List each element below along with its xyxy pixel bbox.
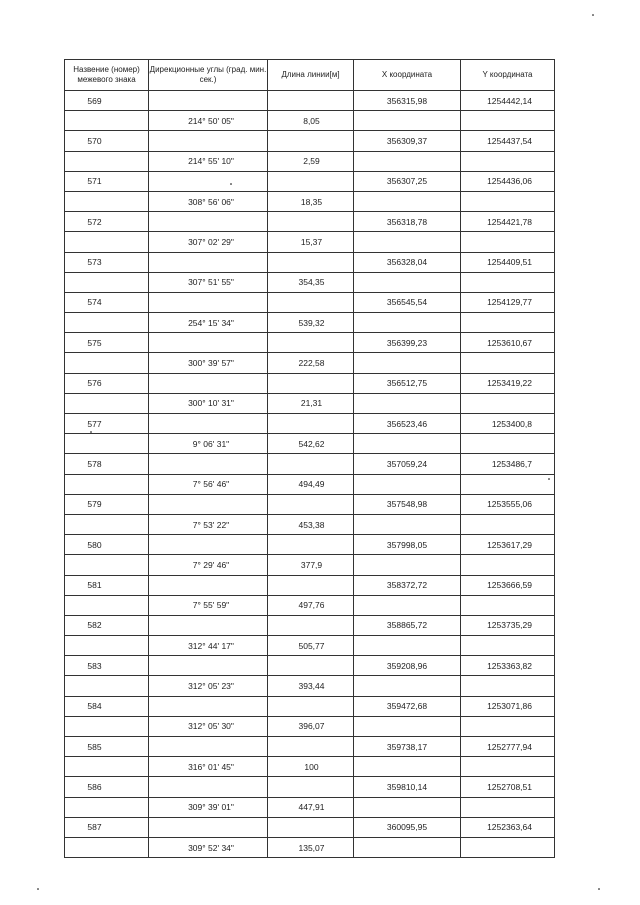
line-length-cell	[268, 292, 354, 312]
mark-number-cell: 574	[65, 292, 149, 312]
line-length-cell: 539,32	[268, 313, 354, 333]
mark-number-cell	[65, 434, 149, 454]
table-row	[65, 151, 555, 171]
line-length-cell: 21,31	[268, 393, 354, 413]
y-coordinate-cell: 1253400,8	[461, 414, 555, 434]
header-x-coordinate: X координата	[354, 60, 461, 91]
x-coordinate-cell: 357548,98	[354, 494, 461, 514]
x-coordinate-cell	[354, 837, 461, 857]
table-row	[65, 514, 555, 534]
x-coordinate-cell: 359738,17	[354, 737, 461, 757]
line-length-cell: 505,77	[268, 636, 354, 656]
scan-speck	[230, 183, 232, 185]
x-coordinate-cell	[354, 353, 461, 373]
line-length-cell	[268, 454, 354, 474]
mark-number-cell: 571	[65, 171, 149, 191]
table-row	[65, 555, 555, 575]
mark-number-cell	[65, 716, 149, 736]
y-coordinate-cell	[461, 757, 555, 777]
line-length-cell: 447,91	[268, 797, 354, 817]
y-coordinate-cell: 1253666,59	[461, 575, 555, 595]
table-row	[65, 656, 555, 676]
line-length-cell: 100	[268, 757, 354, 777]
mark-number-cell: 570	[65, 131, 149, 151]
x-coordinate-cell	[354, 191, 461, 211]
direction-angle-cell: 312° 44' 17"	[149, 636, 268, 656]
x-coordinate-cell: 356318,78	[354, 212, 461, 232]
y-coordinate-cell: 1253486,7	[461, 454, 555, 474]
direction-angle-cell	[149, 171, 268, 191]
table-row	[65, 353, 555, 373]
mark-number-cell: 582	[65, 615, 149, 635]
line-length-cell	[268, 252, 354, 272]
direction-angle-cell: 7° 55' 59"	[149, 595, 268, 615]
y-coordinate-cell	[461, 313, 555, 333]
mark-number-cell	[65, 393, 149, 413]
mark-number-cell: 586	[65, 777, 149, 797]
table-row	[65, 434, 555, 454]
line-length-cell	[268, 575, 354, 595]
direction-angle-cell	[149, 333, 268, 353]
direction-angle-cell	[149, 212, 268, 232]
x-coordinate-cell	[354, 716, 461, 736]
table-row	[65, 393, 555, 413]
line-length-cell	[268, 777, 354, 797]
mark-number-cell: 581	[65, 575, 149, 595]
line-length-cell: 354,35	[268, 272, 354, 292]
y-coordinate-cell	[461, 595, 555, 615]
direction-angle-cell: 214° 55' 10"	[149, 151, 268, 171]
table-row	[65, 837, 555, 857]
direction-angle-cell: 312° 05' 23"	[149, 676, 268, 696]
boundary-coordinates-table	[64, 59, 555, 858]
direction-angle-cell	[149, 737, 268, 757]
table-row	[65, 212, 555, 232]
x-coordinate-cell: 356399,23	[354, 333, 461, 353]
line-length-cell	[268, 817, 354, 837]
scan-speck	[37, 888, 39, 890]
table-row	[65, 292, 555, 312]
y-coordinate-cell: 1254421,78	[461, 212, 555, 232]
line-length-cell	[268, 333, 354, 353]
y-coordinate-cell: 1253735,29	[461, 615, 555, 635]
direction-angle-cell	[149, 615, 268, 635]
mark-number-cell	[65, 797, 149, 817]
scan-speck	[592, 14, 594, 16]
mark-number-cell	[65, 111, 149, 131]
direction-angle-cell	[149, 373, 268, 393]
x-coordinate-cell	[354, 636, 461, 656]
mark-number-cell	[65, 514, 149, 534]
y-coordinate-cell	[461, 676, 555, 696]
header-y-coordinate: Y координата	[461, 60, 555, 91]
mark-number-cell: 587	[65, 817, 149, 837]
mark-number-cell	[65, 191, 149, 211]
line-length-cell: 18,35	[268, 191, 354, 211]
y-coordinate-cell	[461, 797, 555, 817]
line-length-cell	[268, 535, 354, 555]
direction-angle-cell	[149, 656, 268, 676]
boundary-coordinates-table-container	[64, 59, 554, 858]
line-length-cell	[268, 414, 354, 434]
table-row	[65, 494, 555, 514]
x-coordinate-cell: 359208,96	[354, 656, 461, 676]
line-length-cell	[268, 212, 354, 232]
table-row	[65, 636, 555, 656]
header-mark-number: Назвение (номер) межевого знака	[65, 60, 149, 91]
line-length-cell	[268, 171, 354, 191]
direction-angle-cell	[149, 575, 268, 595]
table-header	[65, 60, 555, 91]
direction-angle-cell: 316° 01' 45"	[149, 757, 268, 777]
line-length-cell	[268, 656, 354, 676]
direction-angle-cell	[149, 292, 268, 312]
y-coordinate-cell	[461, 716, 555, 736]
x-coordinate-cell	[354, 232, 461, 252]
line-length-cell: 2,59	[268, 151, 354, 171]
mark-number-cell: 572	[65, 212, 149, 232]
y-coordinate-cell	[461, 272, 555, 292]
direction-angle-cell: 307° 02' 29"	[149, 232, 268, 252]
direction-angle-cell	[149, 817, 268, 837]
table-body	[65, 91, 555, 858]
x-coordinate-cell	[354, 555, 461, 575]
direction-angle-cell: 312° 05' 30"	[149, 716, 268, 736]
x-coordinate-cell: 359810,14	[354, 777, 461, 797]
table-row	[65, 737, 555, 757]
y-coordinate-cell: 1254442,14	[461, 91, 555, 111]
direction-angle-cell	[149, 696, 268, 716]
y-coordinate-cell: 1254436,06	[461, 171, 555, 191]
table-row	[65, 575, 555, 595]
x-coordinate-cell	[354, 272, 461, 292]
mark-number-cell: 585	[65, 737, 149, 757]
direction-angle-cell: 7° 56' 46"	[149, 474, 268, 494]
direction-angle-cell: 9° 06' 31"	[149, 434, 268, 454]
mark-number-cell	[65, 837, 149, 857]
x-coordinate-cell	[354, 757, 461, 777]
line-length-cell: 453,38	[268, 514, 354, 534]
direction-angle-cell	[149, 777, 268, 797]
direction-angle-cell: 214° 50' 05"	[149, 111, 268, 131]
table-row	[65, 313, 555, 333]
scan-speck	[598, 888, 600, 890]
table-row	[65, 272, 555, 292]
x-coordinate-cell	[354, 797, 461, 817]
x-coordinate-cell: 359472,68	[354, 696, 461, 716]
line-length-cell: 494,49	[268, 474, 354, 494]
mark-number-cell	[65, 636, 149, 656]
x-coordinate-cell	[354, 151, 461, 171]
line-length-cell	[268, 91, 354, 111]
x-coordinate-cell	[354, 676, 461, 696]
mark-number-cell: 579	[65, 494, 149, 514]
y-coordinate-cell: 1252363,64	[461, 817, 555, 837]
line-length-cell	[268, 373, 354, 393]
direction-angle-cell: 7° 29' 46"	[149, 555, 268, 575]
line-length-cell: 396,07	[268, 716, 354, 736]
table-row	[65, 414, 555, 434]
direction-angle-cell: 7° 53' 22"	[149, 514, 268, 534]
line-length-cell: 542,62	[268, 434, 354, 454]
y-coordinate-cell: 1253617,29	[461, 535, 555, 555]
direction-angle-cell	[149, 454, 268, 474]
mark-number-cell: 577	[65, 414, 149, 434]
y-coordinate-cell: 1254129,77	[461, 292, 555, 312]
table-row	[65, 474, 555, 494]
x-coordinate-cell: 356523,46	[354, 414, 461, 434]
line-length-cell: 135,07	[268, 837, 354, 857]
mark-number-cell	[65, 151, 149, 171]
y-coordinate-cell: 1253071,86	[461, 696, 555, 716]
y-coordinate-cell: 1254409,51	[461, 252, 555, 272]
x-coordinate-cell	[354, 474, 461, 494]
mark-number-cell	[65, 313, 149, 333]
direction-angle-cell	[149, 494, 268, 514]
mark-number-cell: 584	[65, 696, 149, 716]
table-row	[65, 131, 555, 151]
direction-angle-cell: 300° 10' 31"	[149, 393, 268, 413]
table-row	[65, 615, 555, 635]
x-coordinate-cell: 356328,04	[354, 252, 461, 272]
direction-angle-cell	[149, 91, 268, 111]
table-row	[65, 817, 555, 837]
mark-number-cell	[65, 676, 149, 696]
y-coordinate-cell: 1252777,94	[461, 737, 555, 757]
table-row	[65, 191, 555, 211]
mark-number-cell	[65, 474, 149, 494]
y-coordinate-cell: 1254437,54	[461, 131, 555, 151]
mark-number-cell: 580	[65, 535, 149, 555]
y-coordinate-cell	[461, 474, 555, 494]
line-length-cell: 8,05	[268, 111, 354, 131]
scan-speck	[548, 478, 550, 480]
table-row	[65, 535, 555, 555]
line-length-cell: 222,58	[268, 353, 354, 373]
mark-number-cell: 575	[65, 333, 149, 353]
line-length-cell	[268, 131, 354, 151]
line-length-cell	[268, 696, 354, 716]
mark-number-cell: 583	[65, 656, 149, 676]
direction-angle-cell: 254° 15' 34"	[149, 313, 268, 333]
line-length-cell: 497,76	[268, 595, 354, 615]
table-row	[65, 797, 555, 817]
mark-number-cell: 569	[65, 91, 149, 111]
direction-angle-cell	[149, 252, 268, 272]
y-coordinate-cell	[461, 514, 555, 534]
y-coordinate-cell	[461, 232, 555, 252]
x-coordinate-cell: 356512,75	[354, 373, 461, 393]
y-coordinate-cell	[461, 191, 555, 211]
y-coordinate-cell: 1253610,67	[461, 333, 555, 353]
y-coordinate-cell: 1252708,51	[461, 777, 555, 797]
line-length-cell	[268, 494, 354, 514]
y-coordinate-cell	[461, 636, 555, 656]
table-row	[65, 333, 555, 353]
direction-angle-cell: 309° 39' 01"	[149, 797, 268, 817]
x-coordinate-cell	[354, 111, 461, 131]
table-row	[65, 252, 555, 272]
scan-speck	[90, 431, 92, 433]
y-coordinate-cell	[461, 434, 555, 454]
mark-number-cell	[65, 595, 149, 615]
mark-number-cell: 578	[65, 454, 149, 474]
header-line-length: Длина линии[м]	[268, 60, 354, 91]
table-row	[65, 696, 555, 716]
line-length-cell: 15,37	[268, 232, 354, 252]
table-row	[65, 171, 555, 191]
x-coordinate-cell	[354, 595, 461, 615]
table-row	[65, 777, 555, 797]
table-row	[65, 232, 555, 252]
x-coordinate-cell: 357059,24	[354, 454, 461, 474]
table-row	[65, 91, 555, 111]
table-row	[65, 373, 555, 393]
direction-angle-cell: 307° 51' 55"	[149, 272, 268, 292]
line-length-cell: 377,9	[268, 555, 354, 575]
mark-number-cell: 573	[65, 252, 149, 272]
direction-angle-cell: 308° 56' 06"	[149, 191, 268, 211]
line-length-cell	[268, 737, 354, 757]
mark-number-cell	[65, 757, 149, 777]
table-row	[65, 595, 555, 615]
y-coordinate-cell	[461, 353, 555, 373]
table-row	[65, 111, 555, 131]
table-row	[65, 454, 555, 474]
x-coordinate-cell: 358372,72	[354, 575, 461, 595]
header-direction-angle: Дирекционные углы (град. мин. сек.)	[149, 60, 268, 91]
y-coordinate-cell	[461, 151, 555, 171]
mark-number-cell	[65, 232, 149, 252]
x-coordinate-cell: 356545,54	[354, 292, 461, 312]
y-coordinate-cell	[461, 393, 555, 413]
direction-angle-cell: 309° 52' 34"	[149, 837, 268, 857]
table-row	[65, 676, 555, 696]
x-coordinate-cell	[354, 514, 461, 534]
x-coordinate-cell: 356307,25	[354, 171, 461, 191]
mark-number-cell	[65, 353, 149, 373]
direction-angle-cell: 300° 39' 57"	[149, 353, 268, 373]
y-coordinate-cell: 1253555,06	[461, 494, 555, 514]
x-coordinate-cell	[354, 393, 461, 413]
x-coordinate-cell	[354, 313, 461, 333]
x-coordinate-cell: 360095,95	[354, 817, 461, 837]
y-coordinate-cell: 1253363,82	[461, 656, 555, 676]
mark-number-cell	[65, 272, 149, 292]
x-coordinate-cell: 358865,72	[354, 615, 461, 635]
table-row	[65, 757, 555, 777]
x-coordinate-cell: 356309,37	[354, 131, 461, 151]
direction-angle-cell	[149, 414, 268, 434]
x-coordinate-cell: 357998,05	[354, 535, 461, 555]
mark-number-cell	[65, 555, 149, 575]
y-coordinate-cell	[461, 555, 555, 575]
y-coordinate-cell	[461, 111, 555, 131]
y-coordinate-cell: 1253419,22	[461, 373, 555, 393]
direction-angle-cell	[149, 131, 268, 151]
x-coordinate-cell	[354, 434, 461, 454]
line-length-cell: 393,44	[268, 676, 354, 696]
x-coordinate-cell: 356315,98	[354, 91, 461, 111]
direction-angle-cell	[149, 535, 268, 555]
mark-number-cell: 576	[65, 373, 149, 393]
y-coordinate-cell	[461, 837, 555, 857]
table-row	[65, 716, 555, 736]
line-length-cell	[268, 615, 354, 635]
